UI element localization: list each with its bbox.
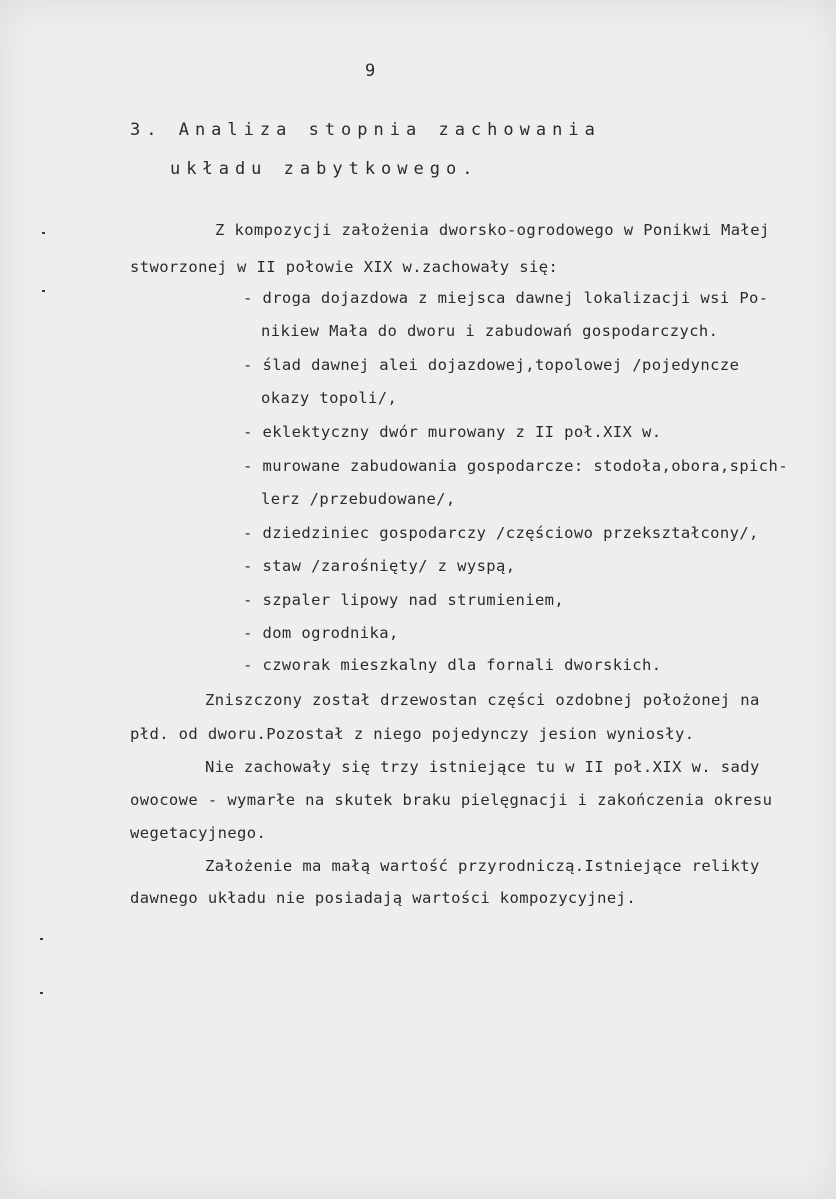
list-item: - staw /zarośnięty/ z wyspą, (243, 557, 516, 575)
page-number: 9 (365, 61, 376, 81)
paragraph-2-line-1: Zniszczony został drzewostan części ozdobnej położonej na (205, 691, 760, 709)
list-item: - ślad dawnej alei dojazdowej,topolowej /pojedyncze (243, 356, 740, 374)
margin-speck (42, 290, 45, 292)
list-item-continuation: lerz /przebudowane/, (261, 490, 456, 508)
margin-speck (40, 938, 43, 940)
section-heading-line-2: układu zabytkowego. (170, 159, 479, 179)
paragraph-3-line-1: Nie zachowały się trzy istniejące tu w II poł.XIX w. sady (205, 758, 760, 776)
list-item: - szpaler lipowy nad strumieniem, (243, 591, 565, 609)
list-item-continuation: okazy topoli/, (261, 389, 398, 407)
list-item: - dziedziniec gospodarczy /częściowo przekształcony/, (243, 524, 759, 542)
list-item: - czworak mieszkalny dla fornali dworskich. (243, 656, 662, 674)
margin-speck (40, 992, 43, 994)
paragraph-4-line-1: Założenie ma małą wartość przyrodniczą.Istniejące relikty (205, 857, 760, 875)
paragraph-3-line-2: owocowe - wymarłe na skutek braku pielęgnacji i zakończenia okresu (130, 791, 773, 809)
paragraph-2-line-2: płd. od dworu.Pozostał z niego pojedynczy jesion wyniosły. (130, 725, 695, 743)
paragraph-4-line-2: dawnego układu nie posiadają wartości kompozycyjnej. (130, 889, 637, 907)
intro-line-1: Z kompozycji założenia dworsko-ogrodowego w Ponikwi Małej (215, 221, 770, 239)
list-item-continuation: nikiew Mała do dworu i zabudowań gospodarczych. (261, 322, 719, 340)
list-item: - murowane zabudowania gospodarcze: stodoła,obora,spich- (243, 457, 788, 475)
list-item: - eklektyczny dwór murowany z II poł.XIX w. (243, 423, 662, 441)
list-item: - droga dojazdowa z miejsca dawnej lokalizacji wsi Po- (243, 289, 769, 307)
intro-line-2: stworzonej w II połowie XIX w.zachowały się: (130, 258, 559, 276)
margin-speck (42, 232, 45, 234)
list-item: - dom ogrodnika, (243, 624, 399, 642)
section-heading-line-1: 3. Analiza stopnia zachowania (130, 120, 601, 140)
paragraph-3-line-3: wegetacyjnego. (130, 824, 267, 842)
